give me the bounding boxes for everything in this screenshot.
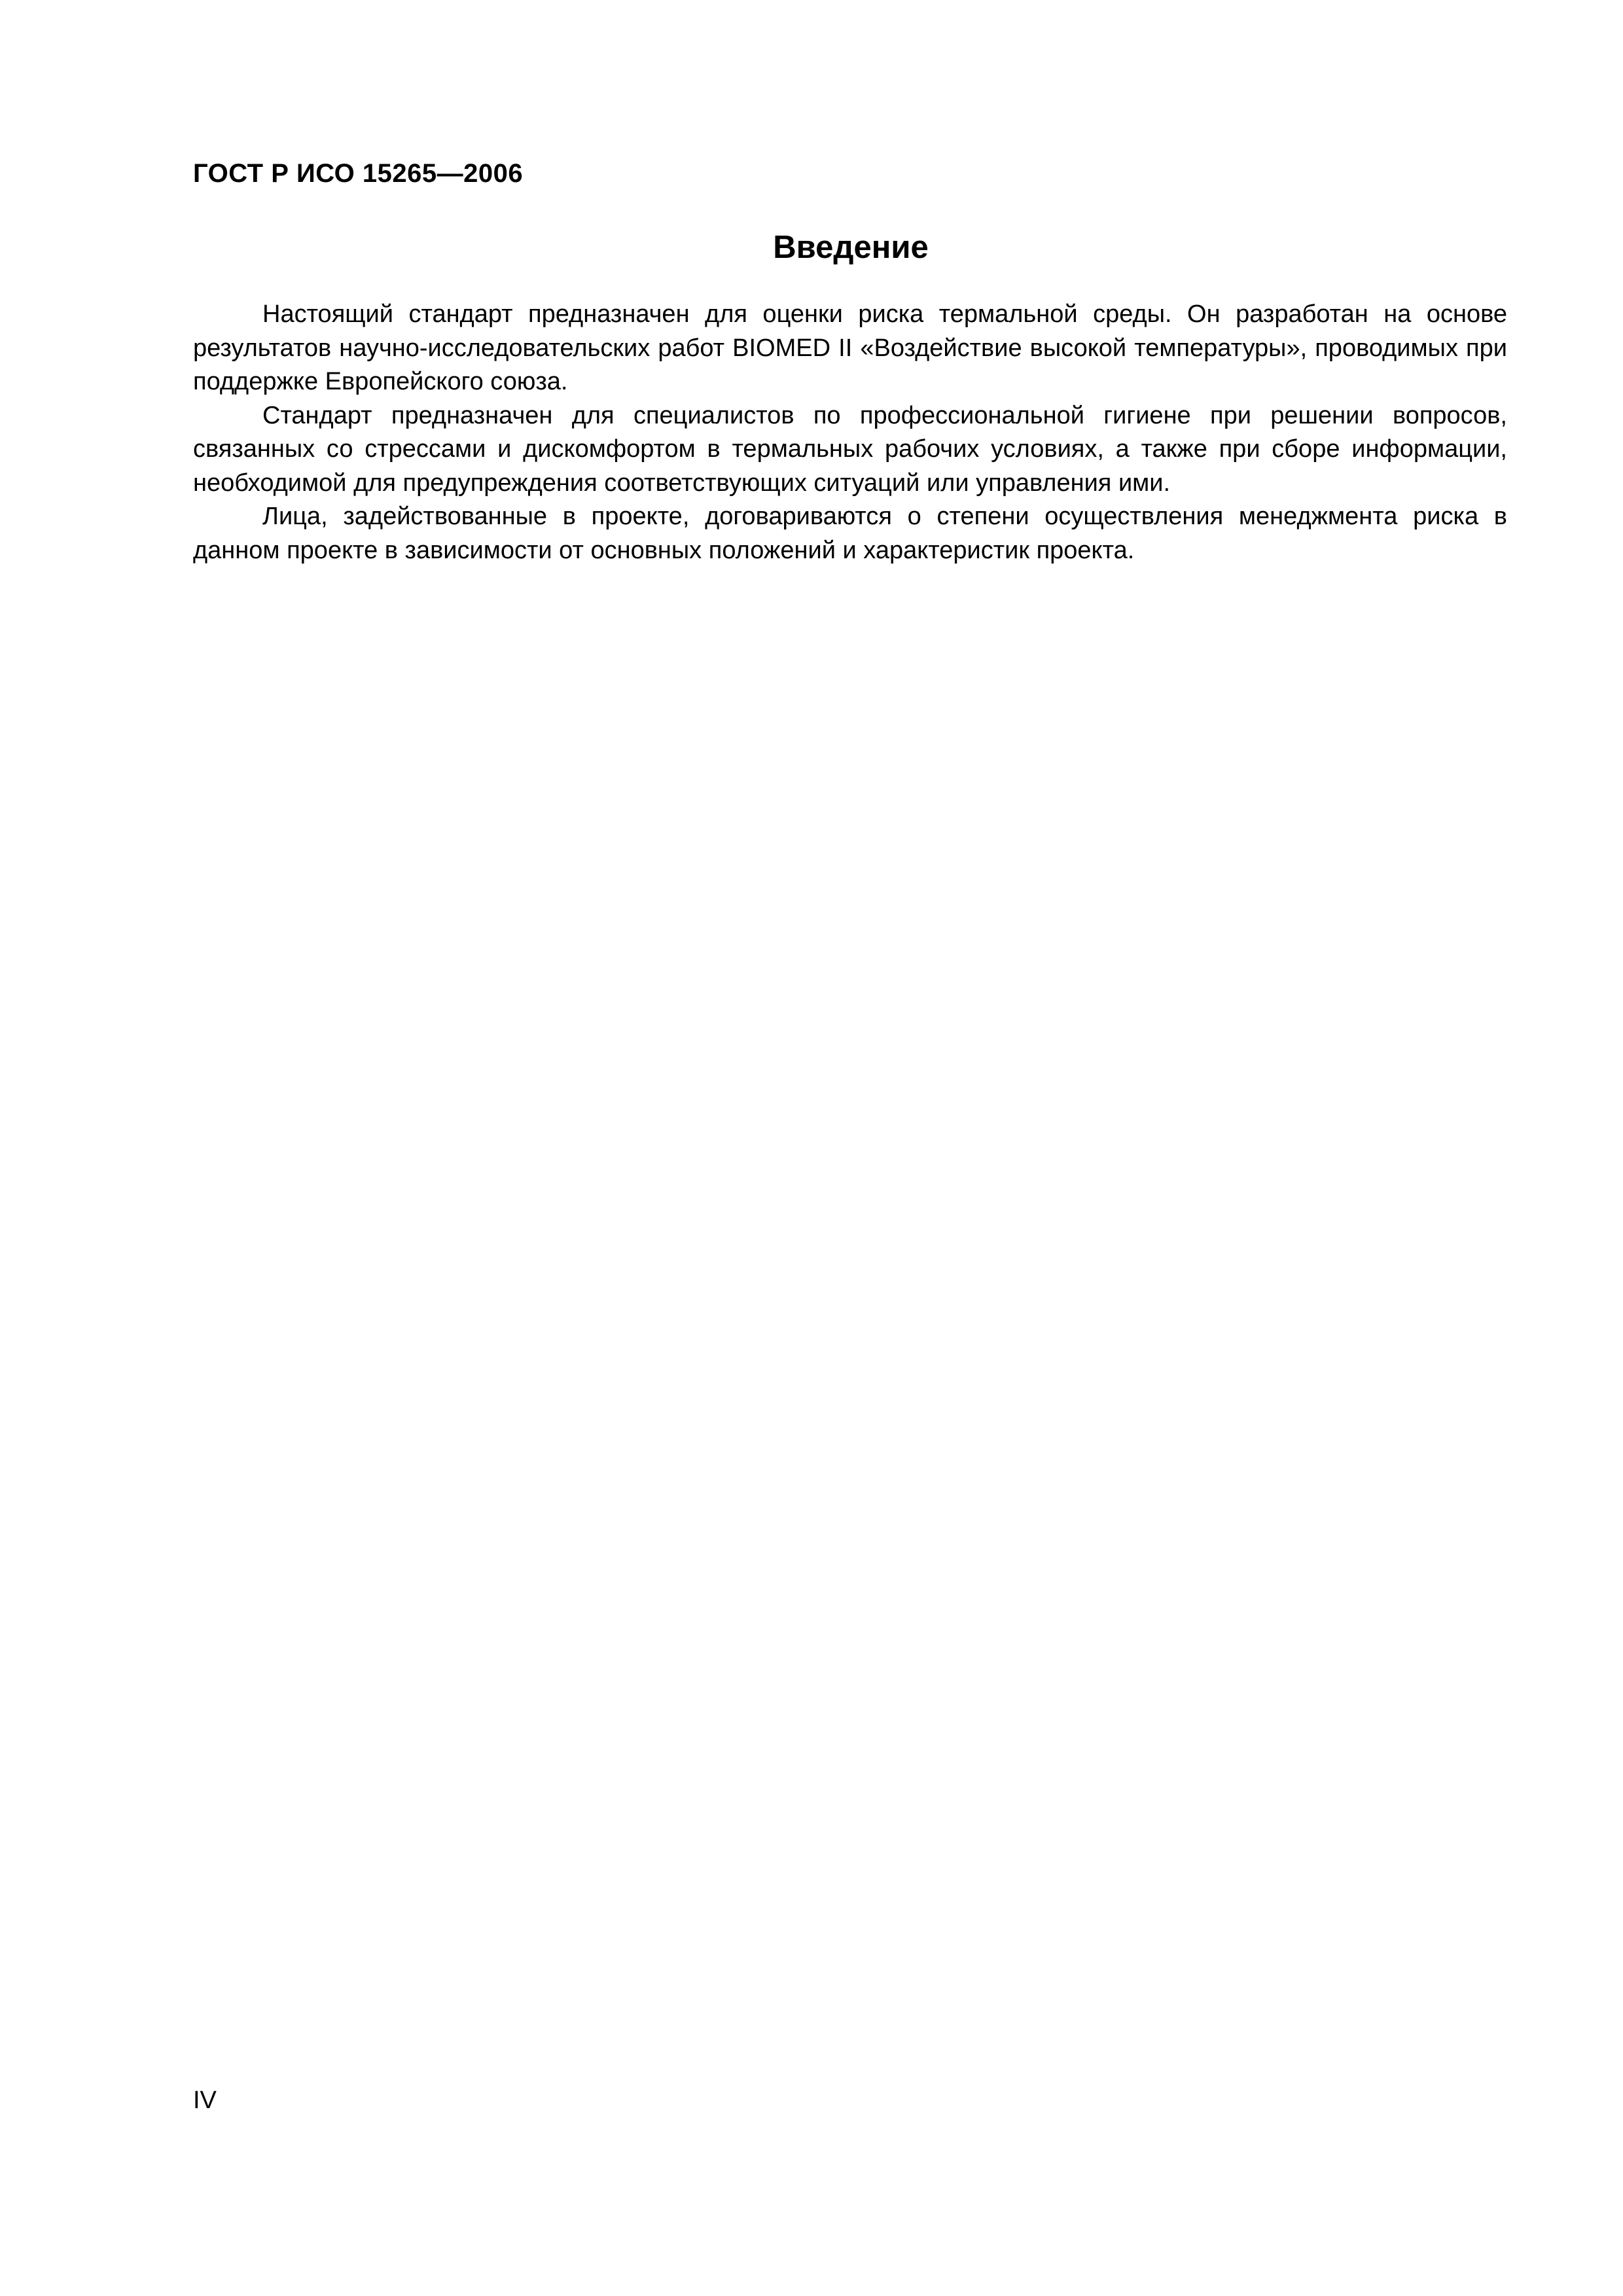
paragraph-2: Стандарт предназначен для специалистов по профессиональной гигиене при решении вопросов, связанных со стрессами и дискомфортом в термальных рабочих условиях, а также при сборе информации, необходимой для предупреждения соответствующих ситуаций или управления ими.: [193, 401, 1507, 497]
document-header: ГОСТ Р ИСО 15265—2006: [193, 159, 524, 188]
introduction-body: [193, 298, 1507, 567]
page-number: IV: [193, 2087, 217, 2114]
paragraph-1: Настоящий стандарт предназначен для оценки риска термальной среды. Он разработан на основе результатов научно-исследовательских работ BIOMED II «Воздействие высокой температуры», проводимых при поддержке Европейского союза.: [193, 300, 1507, 395]
paragraph-3: Лица, задействованные в проекте, договариваются о степени осуществления менеджмента риска в данном проекте в зависимости от основных положений и характеристик проекта.: [193, 503, 1507, 564]
section-title: Введение: [773, 230, 929, 265]
